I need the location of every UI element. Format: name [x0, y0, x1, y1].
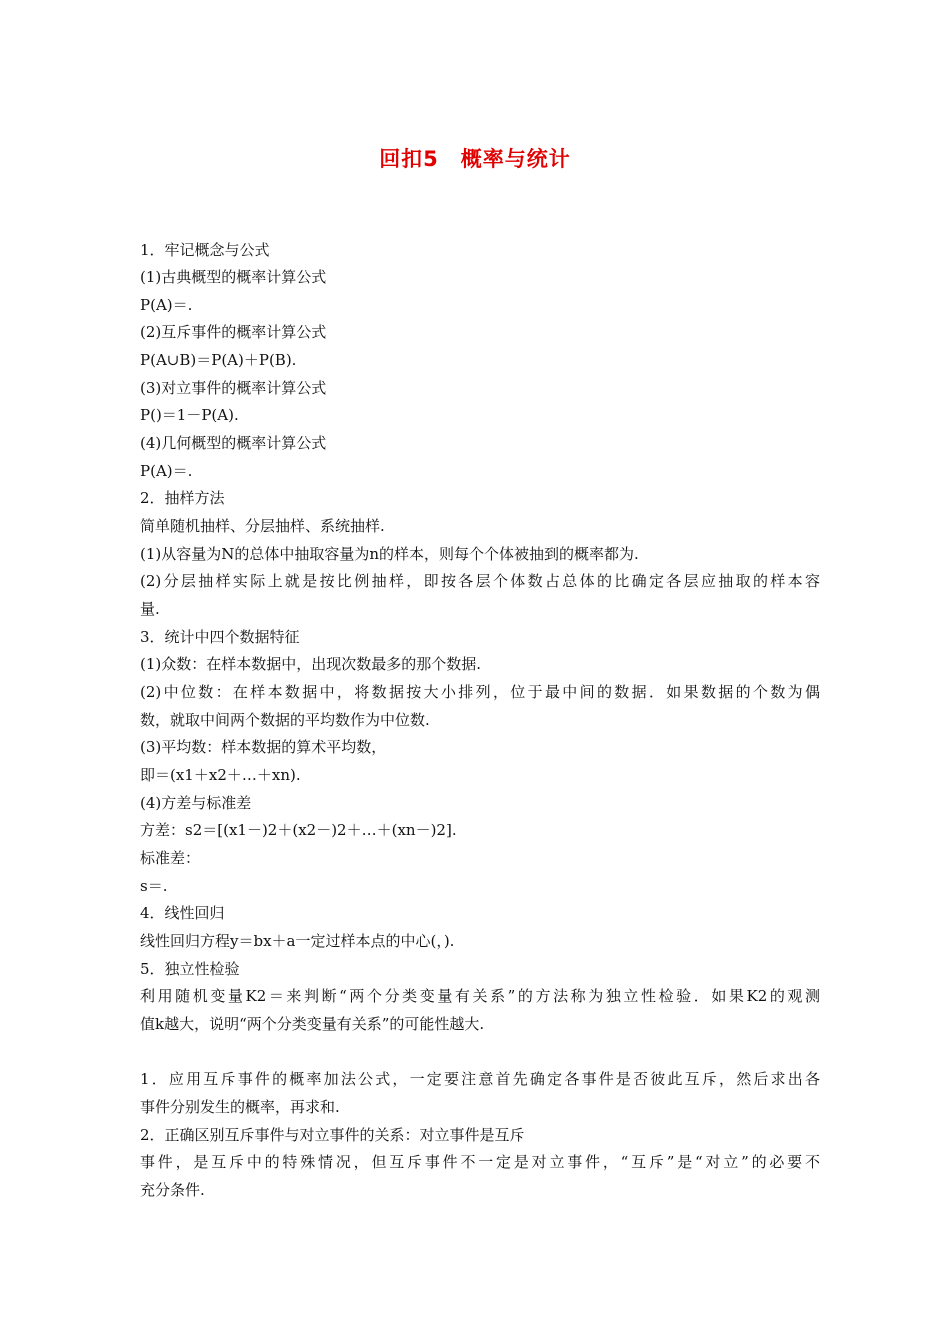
text-line: 量.	[140, 600, 160, 618]
text-line: 线性回归方程y＝bx＋a一定过样本点的中心(，).	[140, 932, 455, 950]
text-line: (4)几何概型的概率计算公式	[140, 434, 327, 452]
section-heading-regression: 4．线性回归	[140, 904, 225, 922]
formula-line: P(A)＝.	[140, 462, 193, 480]
text-line: 2．正确区别互斥事件与对立事件的关系：对立事件是互斥	[140, 1126, 525, 1144]
formula-line: s＝.	[140, 877, 168, 895]
section-heading-sampling: 2．抽样方法	[140, 489, 225, 507]
text-line: 充分条件.	[140, 1181, 205, 1199]
text-line: (3)平均数：样本数据的算术平均数，	[140, 738, 387, 756]
text-line: 利用随机变量K2＝来判断“两个分类变量有关系”的方法称为独立性检验．如果K2的观测	[140, 987, 820, 1005]
section-heading-concepts: 1．牢记概念与公式	[140, 241, 270, 259]
text-line: (1)众数：在样本数据中，出现次数最多的那个数据.	[140, 655, 482, 673]
text-line: 值k越大，说明“两个分类变量有关系”的可能性越大.	[140, 1015, 485, 1033]
formula-line: P(A∪B)＝P(A)＋P(B).	[140, 351, 297, 369]
text-line: 1．应用互斥事件的概率加法公式，一定要注意首先确定各事件是否彼此互斥，然后求出各	[140, 1070, 820, 1088]
text-line: 标准差：	[140, 849, 201, 867]
text-line: (2)互斥事件的概率计算公式	[140, 323, 327, 341]
text-line: 数，就取中间两个数据的平均数作为中位数.	[140, 711, 430, 729]
text-line: 事件分别发生的概率，再求和.	[140, 1098, 340, 1116]
text-line: 简单随机抽样、分层抽样、系统抽样.	[140, 517, 385, 535]
section-heading-independence: 5．独立性检验	[140, 960, 240, 978]
text-line: 事件，是互斥中的特殊情况，但互斥事件不一定是对立事件，“互斥”是“对立”的必要不	[140, 1153, 820, 1171]
formula-line: P()＝1－P(A).	[140, 406, 239, 424]
text-line: (1)从容量为N的总体中抽取容量为n的样本，则每个个体被抽到的概率都为.	[140, 545, 639, 563]
text-line: (1)古典概型的概率计算公式	[140, 268, 327, 286]
section-heading-statistics: 3．统计中四个数据特征	[140, 628, 300, 646]
formula-line: 即＝(x1＋x2＋…＋xn).	[140, 766, 301, 784]
page-title: 回扣5 概率与统计	[379, 147, 571, 171]
text-line: (2)中位数：在样本数据中，将数据按大小排列，位于最中间的数据．如果数据的个数为偶	[140, 683, 820, 701]
text-line: (2)分层抽样实际上就是按比例抽样，即按各层个体数占总体的比确定各层应抽取的样本容	[140, 572, 820, 590]
text-line: (3)对立事件的概率计算公式	[140, 379, 327, 397]
formula-line: 方差：s2＝[(x1－)2＋(x2－)2＋…＋(xn－)2].	[140, 821, 457, 839]
text-line: (4)方差与标准差	[140, 794, 252, 812]
formula-line: P(A)＝.	[140, 296, 193, 314]
